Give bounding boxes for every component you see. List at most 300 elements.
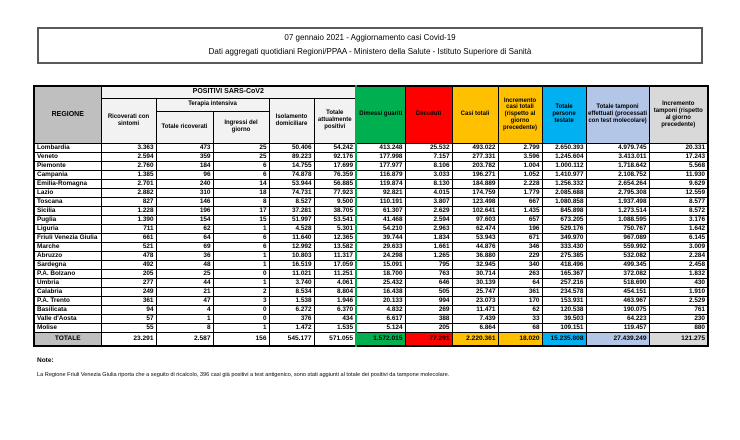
col-header-ti-ingressi: Ingressi del giorno: [213, 111, 269, 143]
cell-dimessi-guariti: 29.633: [356, 242, 405, 251]
cell-incremento-casi: 62: [498, 305, 542, 314]
cell-ti-totale: 64: [156, 233, 213, 242]
cell-persone-testate: 1.080.858: [542, 197, 586, 206]
cell-ti-totale: 310: [156, 188, 213, 197]
cell-incremento-tamponi: 880: [649, 323, 708, 332]
cell-incremento-tamponi: 2.458: [649, 260, 708, 269]
cell-dimessi-guariti: 116.879: [356, 170, 405, 179]
region-name: Lazio: [34, 188, 101, 197]
table-row: [34, 251, 708, 260]
table-row: [34, 152, 708, 161]
cell-incremento-casi: 361: [498, 287, 542, 296]
report-title-line2: Dati aggregati quotidiani Regioni/PPAA - Ministero della Salute - Istituto Superiore di Sanità: [208, 47, 532, 57]
notes-title: Note:: [37, 357, 54, 364]
cell-tamponi: 499.345: [586, 260, 649, 269]
totale-cell-attualmente-positivi: 571.055: [314, 332, 356, 346]
cell-ti-totale: 25: [156, 269, 213, 278]
cell-attualmente-positivi: 5.301: [314, 224, 356, 233]
cell-incremento-casi: 68: [498, 323, 542, 332]
cell-dimessi-guariti: 177.998: [356, 152, 405, 161]
cell-dimessi-guariti: 18.700: [356, 269, 405, 278]
cell-persone-testate: 1.410.977: [542, 170, 586, 179]
cell-ti-ingressi: 25: [213, 152, 269, 161]
cell-deceduti: 8.106: [405, 161, 452, 170]
cell-isolamento: 11.021: [269, 269, 314, 278]
cell-deceduti: 205: [405, 323, 452, 332]
cell-ti-ingressi: 1: [213, 323, 269, 332]
table-row: [34, 242, 708, 251]
cell-deceduti: 3.033: [405, 170, 452, 179]
cell-incremento-casi: 64: [498, 278, 542, 287]
cell-persone-testate: 1.256.332: [542, 179, 586, 188]
cell-ti-ingressi: 1: [213, 260, 269, 269]
cell-ti-ingressi: 1: [213, 278, 269, 287]
cell-attualmente-positivi: 54.242: [314, 143, 356, 152]
cell-ti-totale: 21: [156, 287, 213, 296]
totale-cell-persone-testate: 15.235.808: [542, 332, 586, 346]
cell-incremento-tamponi: 9.629: [649, 179, 708, 188]
cell-ti-totale: 96: [156, 170, 213, 179]
cell-casi-totali: 174.759: [452, 188, 498, 197]
cell-casi-totali: 184.889: [452, 179, 498, 188]
cell-attualmente-positivi: 11.251: [314, 269, 356, 278]
cell-tamponi: 2.108.752: [586, 170, 649, 179]
notes-body: La Regione Friuli Venezia Giulia riporta che a seguito di ricalcolo, 396 casi già positivi a test antigenico, sono stati aggiunti al totale dei positivi da tampone molecolare.: [37, 372, 450, 378]
cell-tamponi: 4.979.745: [586, 143, 649, 152]
col-header-attualmente-positivi: Totale attualmente positivi: [314, 98, 356, 143]
region-name: Abruzzo: [34, 251, 101, 260]
cell-persone-testate: 1.245.604: [542, 152, 586, 161]
cell-tamponi: 1.718.642: [586, 161, 649, 170]
region-name: Valle d'Aosta: [34, 314, 101, 323]
cell-persone-testate: 109.151: [542, 323, 586, 332]
cell-attualmente-positivi: 6.370: [314, 305, 356, 314]
table-row: [34, 170, 708, 179]
cell-isolamento: 74.878: [269, 170, 314, 179]
region-name: Veneto: [34, 152, 101, 161]
cell-incremento-casi: 170: [498, 296, 542, 305]
cell-incremento-casi: 340: [498, 260, 542, 269]
cell-ricoverati: 277: [101, 278, 156, 287]
cell-persone-testate: 349.970: [542, 233, 586, 242]
cell-deceduti: 1.661: [405, 242, 452, 251]
cell-ti-ingressi: 6: [213, 242, 269, 251]
cell-casi-totali: 30.714: [452, 269, 498, 278]
cell-ti-totale: 473: [156, 143, 213, 152]
region-name: Emilia-Romagna: [34, 179, 101, 188]
cell-ti-totale: 240: [156, 179, 213, 188]
cell-attualmente-positivi: 8.804: [314, 287, 356, 296]
cell-persone-testate: 165.367: [542, 269, 586, 278]
cell-incremento-casi: 671: [498, 233, 542, 242]
cell-incremento-tamponi: 20.331: [649, 143, 708, 152]
cell-tamponi: 463.967: [586, 296, 649, 305]
cell-persone-testate: 275.385: [542, 251, 586, 260]
cell-tamponi: 559.992: [586, 242, 649, 251]
cell-tamponi: 2.795.308: [586, 188, 649, 197]
cell-incremento-tamponi: 1.910: [649, 287, 708, 296]
cell-dimessi-guariti: 25.432: [356, 278, 405, 287]
cell-isolamento: 12.992: [269, 242, 314, 251]
cell-ricoverati: 478: [101, 251, 156, 260]
cell-tamponi: 2.654.264: [586, 179, 649, 188]
cell-ricoverati: 1.385: [101, 170, 156, 179]
cell-casi-totali: 25.747: [452, 287, 498, 296]
table-row: [34, 296, 708, 305]
cell-ti-ingressi: 0: [213, 305, 269, 314]
cell-tamponi: 372.082: [586, 269, 649, 278]
cell-casi-totali: 11.471: [452, 305, 498, 314]
region-name: P.A. Trento: [34, 296, 101, 305]
cell-incremento-tamponi: 3.009: [649, 242, 708, 251]
cell-persone-testate: 529.176: [542, 224, 586, 233]
cell-dimessi-guariti: 4.832: [356, 305, 405, 314]
cell-tamponi: 1.273.514: [586, 206, 649, 215]
cell-persone-testate: 120.538: [542, 305, 586, 314]
cell-attualmente-positivi: 13.582: [314, 242, 356, 251]
table-row: [34, 143, 708, 152]
cell-incremento-tamponi: 8.577: [649, 197, 708, 206]
cell-tamponi: 119.457: [586, 323, 649, 332]
cell-isolamento: 74.731: [269, 188, 314, 197]
cell-isolamento: 53.944: [269, 179, 314, 188]
cell-tamponi: 1.088.595: [586, 215, 649, 224]
cell-tamponi: 190.075: [586, 305, 649, 314]
totale-cell-incremento-tamponi: 121.275: [649, 332, 708, 346]
report-title-line1: 07 gennaio 2021 - Aggiornamento casi Covid-19: [284, 33, 456, 43]
cell-tamponi: 3.413.011: [586, 152, 649, 161]
cell-incremento-tamponi: 3.176: [649, 215, 708, 224]
totale-cell-tamponi: 27.439.249: [586, 332, 649, 346]
cell-ti-ingressi: 2: [213, 287, 269, 296]
cell-dimessi-guariti: 5.124: [356, 323, 405, 332]
cell-ti-ingressi: 3: [213, 296, 269, 305]
cell-incremento-tamponi: 1.832: [649, 269, 708, 278]
cell-ti-totale: 47: [156, 296, 213, 305]
cell-ti-totale: 146: [156, 197, 213, 206]
cell-ti-ingressi: 8: [213, 197, 269, 206]
cell-ricoverati: 492: [101, 260, 156, 269]
report-title-box: [37, 27, 703, 64]
cell-ti-totale: 36: [156, 251, 213, 260]
totale-cell-dimessi-guariti: 1.572.015: [356, 332, 405, 346]
cell-dimessi-guariti: 24.298: [356, 251, 405, 260]
cell-persone-testate: 153.931: [542, 296, 586, 305]
cell-ti-totale: 1: [156, 314, 213, 323]
totale-label: TOTALE: [34, 332, 101, 346]
cell-incremento-casi: 229: [498, 251, 542, 260]
cell-ti-ingressi: 6: [213, 161, 269, 170]
covid-data-table: [33, 85, 709, 347]
cell-attualmente-positivi: 76.359: [314, 170, 356, 179]
col-header-incremento-tamponi: Incremento tamponi (rispetto al giorno precedente): [649, 86, 708, 143]
cell-ti-totale: 196: [156, 206, 213, 215]
cell-tamponi: 750.767: [586, 224, 649, 233]
cell-persone-testate: 333.430: [542, 242, 586, 251]
cell-ti-ingressi: 25: [213, 143, 269, 152]
cell-dimessi-guariti: 41.468: [356, 215, 405, 224]
cell-dimessi-guariti: 6.617: [356, 314, 405, 323]
cell-casi-totali: 7.439: [452, 314, 498, 323]
totale-row: [34, 332, 708, 346]
cell-attualmente-positivi: 1.946: [314, 296, 356, 305]
cell-attualmente-positivi: 17.059: [314, 260, 356, 269]
cell-persone-testate: 2.085.688: [542, 188, 586, 197]
cell-incremento-tamponi: 230: [649, 314, 708, 323]
cell-incremento-tamponi: 2.284: [649, 251, 708, 260]
cell-incremento-tamponi: 11.930: [649, 170, 708, 179]
cell-isolamento: 6.272: [269, 305, 314, 314]
cell-ricoverati: 711: [101, 224, 156, 233]
cell-incremento-tamponi: 430: [649, 278, 708, 287]
cell-dimessi-guariti: 92.821: [356, 188, 405, 197]
cell-casi-totali: 6.864: [452, 323, 498, 332]
totale-cell-isolamento: 545.177: [269, 332, 314, 346]
cell-persone-testate: 257.216: [542, 278, 586, 287]
totale-cell-ricoverati: 23.291: [101, 332, 156, 346]
cell-ricoverati: 55: [101, 323, 156, 332]
cell-dimessi-guariti: 110.191: [356, 197, 405, 206]
cell-casi-totali: 203.782: [452, 161, 498, 170]
cell-tamponi: 518.690: [586, 278, 649, 287]
cell-persone-testate: 234.578: [542, 287, 586, 296]
table-row: [34, 206, 708, 215]
col-header-dimessi-guariti: Dimessi guariti: [356, 86, 405, 143]
cell-attualmente-positivi: 77.923: [314, 188, 356, 197]
col-header-persone-testate: Totale persone testate: [542, 86, 586, 143]
col-group-terapia-intensiva: Terapia intensiva: [156, 98, 269, 111]
cell-ricoverati: 521: [101, 242, 156, 251]
table-row: [34, 197, 708, 206]
cell-deceduti: 3.807: [405, 197, 452, 206]
cell-persone-testate: 39.503: [542, 314, 586, 323]
cell-incremento-tamponi: 761: [649, 305, 708, 314]
cell-ti-totale: 44: [156, 278, 213, 287]
region-name: Lombardia: [34, 143, 101, 152]
cell-tamponi: 1.937.498: [586, 197, 649, 206]
cell-isolamento: 89.223: [269, 152, 314, 161]
cell-incremento-casi: 263: [498, 269, 542, 278]
table-row: [34, 260, 708, 269]
cell-incremento-casi: 196: [498, 224, 542, 233]
table-row: [34, 269, 708, 278]
cell-ricoverati: 2.760: [101, 161, 156, 170]
cell-ricoverati: 827: [101, 197, 156, 206]
cell-isolamento: 376: [269, 314, 314, 323]
col-header-deceduti: Deceduti: [405, 86, 452, 143]
table-row: [34, 305, 708, 314]
cell-dimessi-guariti: 177.977: [356, 161, 405, 170]
cell-incremento-tamponi: 2.529: [649, 296, 708, 305]
region-name: Puglia: [34, 215, 101, 224]
cell-dimessi-guariti: 54.210: [356, 224, 405, 233]
table-row: [34, 323, 708, 332]
cell-ti-totale: 8: [156, 323, 213, 332]
cell-deceduti: 4.015: [405, 188, 452, 197]
col-header-regione: REGIONE: [34, 86, 101, 143]
table-row: [34, 233, 708, 242]
cell-attualmente-positivi: 56.885: [314, 179, 356, 188]
cell-casi-totali: 277.331: [452, 152, 498, 161]
cell-casi-totali: 36.880: [452, 251, 498, 260]
cell-ti-ingressi: 0: [213, 269, 269, 278]
cell-attualmente-positivi: 38.705: [314, 206, 356, 215]
cell-incremento-casi: 2.228: [498, 179, 542, 188]
region-name: Molise: [34, 323, 101, 332]
cell-attualmente-positivi: 9.500: [314, 197, 356, 206]
region-name: Toscana: [34, 197, 101, 206]
region-name: Sicilia: [34, 206, 101, 215]
cell-isolamento: 8.527: [269, 197, 314, 206]
cell-attualmente-positivi: 92.176: [314, 152, 356, 161]
col-header-ti-totale: Totale ricoverati: [156, 111, 213, 143]
cell-casi-totali: 102.641: [452, 206, 498, 215]
cell-dimessi-guariti: 39.744: [356, 233, 405, 242]
cell-dimessi-guariti: 119.874: [356, 179, 405, 188]
cell-isolamento: 37.281: [269, 206, 314, 215]
table-row: [34, 188, 708, 197]
cell-isolamento: 10.803: [269, 251, 314, 260]
region-name: Marche: [34, 242, 101, 251]
region-name: Friuli Venezia Giulia: [34, 233, 101, 242]
cell-ricoverati: 2.701: [101, 179, 156, 188]
cell-ricoverati: 249: [101, 287, 156, 296]
cell-ti-totale: 69: [156, 242, 213, 251]
cell-persone-testate: 1.000.112: [542, 161, 586, 170]
cell-incremento-tamponi: 12.559: [649, 188, 708, 197]
table-row: [34, 278, 708, 287]
cell-deceduti: 646: [405, 278, 452, 287]
cell-persone-testate: 673.205: [542, 215, 586, 224]
region-name: Calabria: [34, 287, 101, 296]
totale-cell-ti-ingressi: 156: [213, 332, 269, 346]
cell-attualmente-positivi: 4.061: [314, 278, 356, 287]
cell-deceduti: 8.130: [405, 179, 452, 188]
cell-deceduti: 763: [405, 269, 452, 278]
cell-tamponi: 454.151: [586, 287, 649, 296]
region-name: Piemonte: [34, 161, 101, 170]
cell-incremento-casi: 1.052: [498, 170, 542, 179]
cell-dimessi-guariti: 413.248: [356, 143, 405, 152]
cell-dimessi-guariti: 16.438: [356, 287, 405, 296]
cell-persone-testate: 845.898: [542, 206, 586, 215]
cell-ricoverati: 3.363: [101, 143, 156, 152]
cell-incremento-casi: 1.779: [498, 188, 542, 197]
cell-persone-testate: 418.496: [542, 260, 586, 269]
cell-incremento-tamponi: 6.145: [649, 233, 708, 242]
cell-incremento-casi: 33: [498, 314, 542, 323]
cell-ti-ingressi: 14: [213, 179, 269, 188]
cell-ricoverati: 205: [101, 269, 156, 278]
cell-isolamento: 8.534: [269, 287, 314, 296]
cell-deceduti: 7.157: [405, 152, 452, 161]
cell-deceduti: 505: [405, 287, 452, 296]
col-header-isolamento: Isolamento domiciliare: [269, 98, 314, 143]
cell-dimessi-guariti: 15.091: [356, 260, 405, 269]
cell-ti-ingressi: 6: [213, 233, 269, 242]
cell-deceduti: 2.594: [405, 215, 452, 224]
cell-ti-totale: 154: [156, 215, 213, 224]
cell-incremento-tamponi: 8.572: [649, 206, 708, 215]
cell-incremento-casi: 2.799: [498, 143, 542, 152]
cell-isolamento: 14.755: [269, 161, 314, 170]
totale-cell-ti-totale: 2.587: [156, 332, 213, 346]
cell-incremento-casi: 1.004: [498, 161, 542, 170]
cell-isolamento: 51.997: [269, 215, 314, 224]
cell-incremento-casi: 657: [498, 215, 542, 224]
cell-ti-totale: 4: [156, 305, 213, 314]
cell-casi-totali: 30.139: [452, 278, 498, 287]
cell-isolamento: 11.640: [269, 233, 314, 242]
cell-ti-totale: 184: [156, 161, 213, 170]
col-group-positivi-sars-cov2: POSITIVI SARS-CoV2: [101, 86, 356, 98]
table-header: [34, 86, 708, 143]
cell-casi-totali: 32.945: [452, 260, 498, 269]
col-header-incremento-casi: Incremento casi totali (rispetto al giorno precedente): [498, 86, 542, 143]
cell-ricoverati: 57: [101, 314, 156, 323]
col-header-ricoverati: Ricoverati con sintomi: [101, 98, 156, 143]
cell-ti-totale: 62: [156, 224, 213, 233]
cell-ti-ingressi: 1: [213, 224, 269, 233]
cell-deceduti: 269: [405, 305, 452, 314]
cell-ricoverati: 361: [101, 296, 156, 305]
cell-ti-totale: 48: [156, 260, 213, 269]
cell-ti-totale: 359: [156, 152, 213, 161]
cell-casi-totali: 97.603: [452, 215, 498, 224]
region-name: P.A. Bolzano: [34, 269, 101, 278]
cell-casi-totali: 196.271: [452, 170, 498, 179]
cell-attualmente-positivi: 53.541: [314, 215, 356, 224]
cell-ti-ingressi: 18: [213, 188, 269, 197]
region-name: Umbria: [34, 278, 101, 287]
cell-ricoverati: 661: [101, 233, 156, 242]
cell-casi-totali: 53.943: [452, 233, 498, 242]
cell-ti-ingressi: 17: [213, 206, 269, 215]
cell-attualmente-positivi: 12.365: [314, 233, 356, 242]
cell-ti-ingressi: 1: [213, 251, 269, 260]
table-row: [34, 161, 708, 170]
cell-incremento-tamponi: 17.243: [649, 152, 708, 161]
cell-deceduti: 2.963: [405, 224, 452, 233]
cell-ricoverati: 1.390: [101, 215, 156, 224]
region-name: Campania: [34, 170, 101, 179]
table-row: [34, 314, 708, 323]
region-name: Sardegna: [34, 260, 101, 269]
cell-deceduti: 2.629: [405, 206, 452, 215]
cell-ricoverati: 1.228: [101, 206, 156, 215]
cell-ricoverati: 2.882: [101, 188, 156, 197]
cell-deceduti: 1.265: [405, 251, 452, 260]
cell-casi-totali: 123.498: [452, 197, 498, 206]
cell-attualmente-positivi: 434: [314, 314, 356, 323]
cell-incremento-casi: 667: [498, 197, 542, 206]
region-name: Liguria: [34, 224, 101, 233]
totale-cell-deceduti: 77.291: [405, 332, 452, 346]
cell-isolamento: 50.406: [269, 143, 314, 152]
cell-isolamento: 16.519: [269, 260, 314, 269]
cell-ti-ingressi: 15: [213, 215, 269, 224]
table-row: [34, 215, 708, 224]
cell-ricoverati: 94: [101, 305, 156, 314]
cell-incremento-tamponi: 1.642: [649, 224, 708, 233]
cell-casi-totali: 62.474: [452, 224, 498, 233]
cell-attualmente-positivi: 1.535: [314, 323, 356, 332]
cell-isolamento: 3.740: [269, 278, 314, 287]
cell-persone-testate: 2.650.393: [542, 143, 586, 152]
cell-incremento-casi: 1.435: [498, 206, 542, 215]
cell-tamponi: 532.082: [586, 251, 649, 260]
cell-deceduti: 795: [405, 260, 452, 269]
